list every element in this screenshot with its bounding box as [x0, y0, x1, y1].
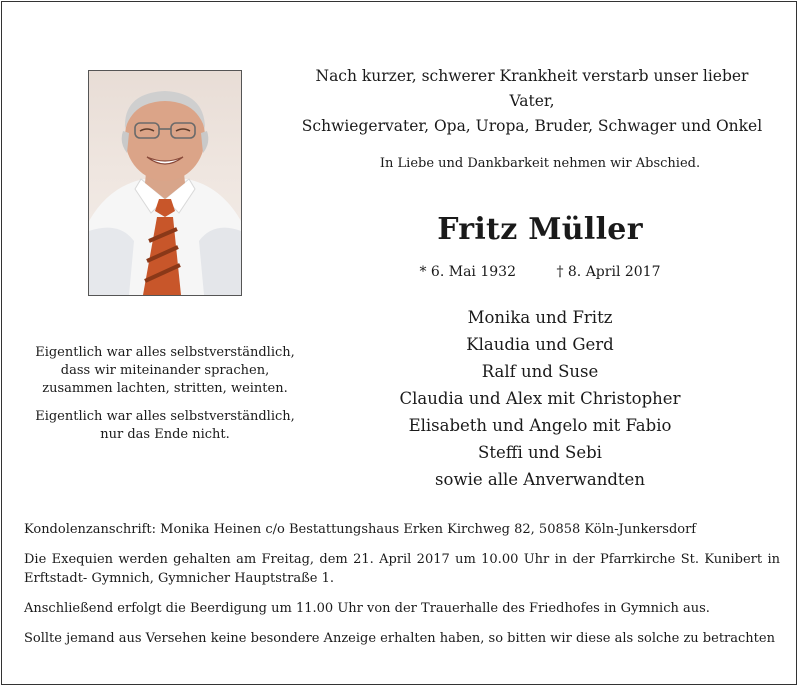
intro-line-2: Schwiegervater, Opa, Uropa, Bruder, Schwager und Onkel: [301, 117, 763, 135]
death-date: † 8. April 2017: [556, 264, 661, 280]
intro-line-1: Nach kurzer, schwerer Krankheit verstarb unser lieber Vater,: [315, 67, 749, 110]
poem-line: nur das Ende nicht.: [100, 427, 230, 442]
burial-details: Anschließend erfolgt die Beerdigung um 11.00 Uhr von der Trauerhalle des Friedhofes in Gymnich aus.: [24, 601, 710, 616]
poem-line: zusammen lachten, stritten, weinten.: [42, 381, 288, 396]
family-member: Ralf und Suse: [481, 362, 599, 381]
family-member: Claudia und Alex mit Christopher: [399, 389, 681, 408]
notice-disclaimer: Sollte jemand aus Versehen keine besondere Anzeige erhalten haben, so bitten wir diese als solche zu betrachten: [24, 631, 775, 646]
portrait-illustration: [89, 71, 241, 295]
intro-text: [292, 64, 772, 139]
service-information: [24, 520, 780, 659]
poem-stanza-2: [20, 408, 310, 444]
poem-stanza-1: [20, 344, 310, 398]
birth-date: * 6. Mai 1932: [419, 264, 516, 280]
family-list: [300, 304, 780, 493]
family-member: sowie alle Anverwandten: [435, 470, 645, 489]
condolence-address: Kondolenzanschrift: Monika Heinen c/o Bestattungshaus Erken Kirchweg 82, 50858 Köln-Junkersdorf: [24, 522, 697, 537]
portrait-photo: [88, 70, 242, 296]
family-member: Klaudia und Gerd: [466, 335, 614, 354]
poem-line: dass wir miteinander sprachen,: [60, 363, 270, 378]
family-member: Monika und Fritz: [467, 308, 613, 327]
farewell-line: In Liebe und Dankbarkeit nehmen wir Abschied.: [379, 156, 701, 171]
family-member: Steffi und Sebi: [478, 443, 602, 462]
deceased-name: Fritz Müller: [437, 212, 643, 247]
funeral-mass-details: Die Exequien werden gehalten am Freitag, dem 21. April 2017 um 10.00 Uhr in der Pfarrkirche St. Kunibert in Erftstadt- Gymnich, Gymnicher Hauptstraße 1.: [24, 552, 780, 586]
family-member: Elisabeth und Angelo mit Fabio: [408, 416, 672, 435]
poem-line: Eigentlich war alles selbstverständlich,: [35, 409, 295, 424]
poem-line: Eigentlich war alles selbstverständlich,: [35, 345, 295, 360]
life-dates: [300, 264, 780, 280]
poem: [20, 344, 310, 454]
